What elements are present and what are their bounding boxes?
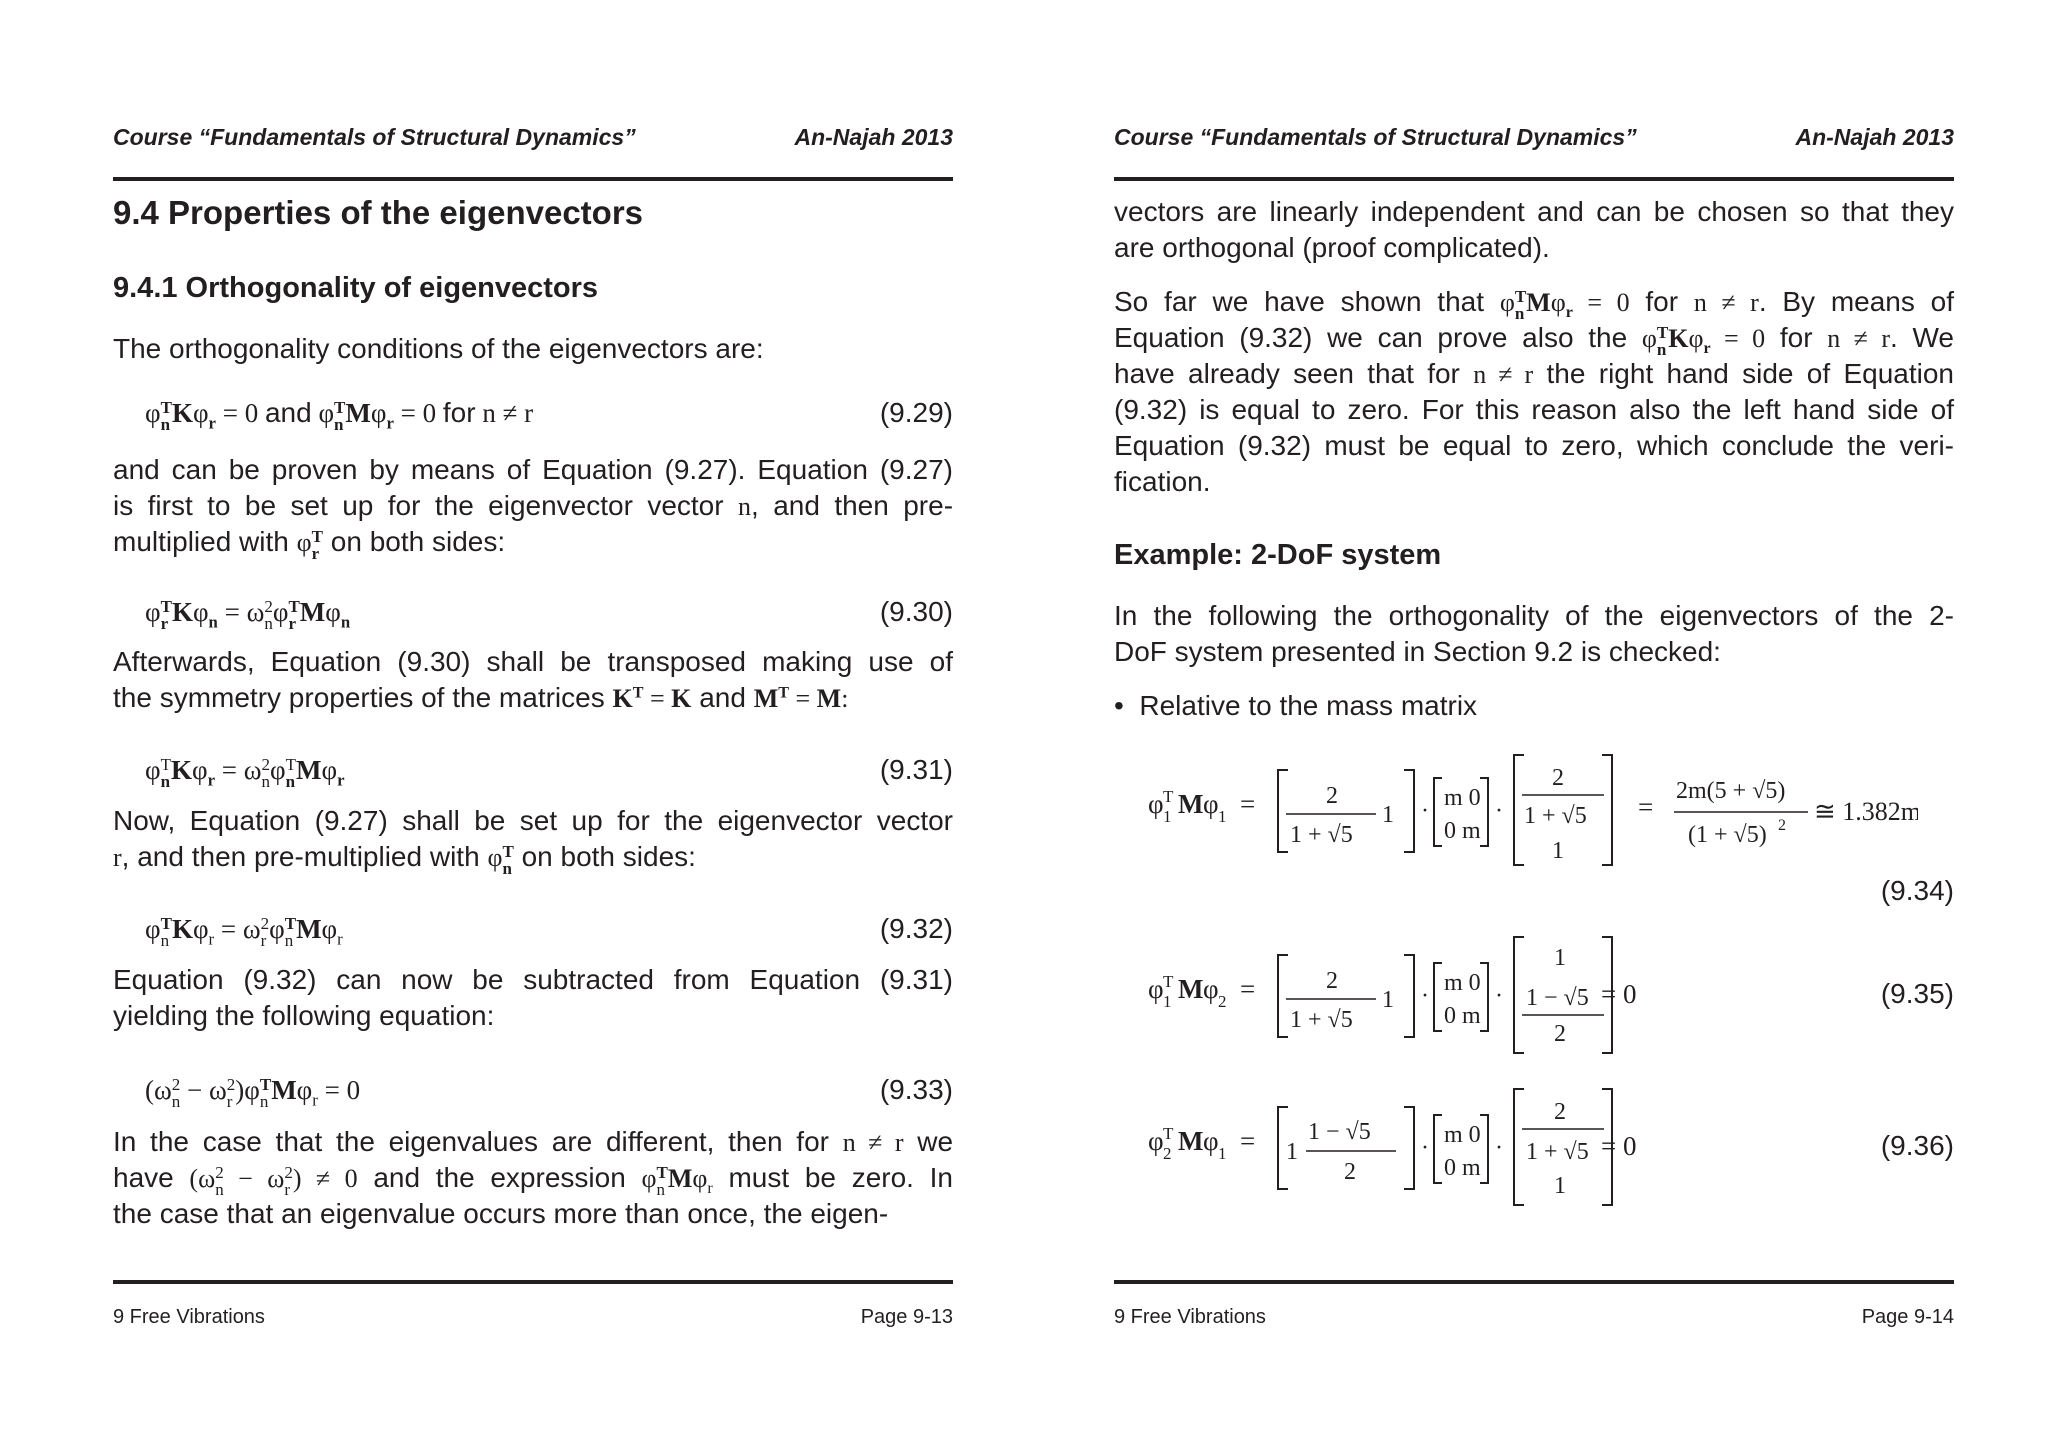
paragraph-line: the case that an eigenvalue occurs more than once, the eigen-: [113, 1198, 889, 1229]
svg-text:2: 2: [1554, 1099, 1566, 1125]
svg-text:2: 2: [1344, 1159, 1356, 1185]
equation-9-36-result: [1601, 1127, 1681, 1172]
equation-number: (9.31): [879, 754, 953, 785]
svg-text:1: 1: [1554, 945, 1566, 971]
svg-text:M: M: [1178, 1126, 1204, 1156]
paragraph-line: In the case that the eigenvalues are different, then for n ≠ r we: [113, 1126, 954, 1157]
svg-text:1: 1: [1163, 992, 1172, 1011]
paragraph-line: Now, Equation (9.27) shall be set up for the eigenvector vector: [113, 805, 953, 836]
svg-text:2: 2: [1326, 968, 1338, 994]
course-title: Course “Fundamentals of Structural Dynamics”: [113, 124, 636, 150]
equation-number: (9.36): [1880, 1130, 1954, 1161]
equation-formula: φ T r $K\varphi_n = \omega$ 2 n φ T r $M\varphi_n$: [145, 596, 351, 633]
paragraph-line: Equation (9.32) must be equal to zero, which conclude the veri-: [1114, 430, 1954, 461]
svg-text:1: 1: [1218, 807, 1227, 826]
svg-text:1: 1: [1382, 802, 1394, 828]
svg-text:1 − √5: 1 − √5: [1526, 985, 1589, 1011]
svg-text:·: ·: [1495, 983, 1503, 1009]
svg-text:m 0: m 0: [1444, 785, 1481, 811]
equation-number: (9.34): [1880, 875, 1954, 906]
bullet-text: Relative to the mass matrix: [1139, 690, 1478, 721]
equation-9-34: [1148, 750, 1918, 885]
equation-9-34-formula: [1148, 750, 1918, 880]
svg-text:=: =: [1638, 792, 1654, 822]
footer-rule: [1114, 1280, 1954, 1284]
paragraph-line: and can be proven by means of Equation (9.27). Equation (9.27): [113, 454, 953, 485]
svg-text:1: 1: [1286, 1139, 1298, 1165]
equation-number: (9.32): [879, 913, 953, 944]
svg-text:= 0: = 0: [1601, 979, 1637, 1009]
equation-9-36: [1148, 1087, 1618, 1218]
svg-text:(1 + √5): (1 + √5): [1688, 822, 1767, 848]
svg-text:=: =: [1240, 789, 1256, 819]
section-title: 9.4 Properties of the eigenvectors: [113, 194, 644, 231]
equation-9-35-result: [1601, 975, 1681, 1020]
bullet-icon: •: [1114, 690, 1124, 721]
equation-number: (9.29): [879, 397, 953, 428]
svg-text:2: 2: [1326, 783, 1338, 809]
paragraph-line: So far we have shown that φ T n $M\varphi_r = 0$ for n ≠ r. By means of: [1114, 286, 1955, 324]
svg-text:1: 1: [1552, 838, 1564, 864]
equation-number: (9.33): [879, 1074, 953, 1105]
paragraph-line: the symmetry properties of the matrices $K^T = K$ and $M^T = M$:: [113, 682, 849, 713]
equation-formula: φ T n $K\varphi_r = \omega$ 2 n φ T n $M\varphi_r$: [145, 754, 345, 791]
paragraph-line: Equation (9.32) we can prove also the φ T n $K\varphi_r = 0$ for n ≠ r. We: [1114, 322, 1954, 360]
equation-result: ≅ 1.382m: [1814, 797, 1918, 826]
footer-rule: [113, 1280, 953, 1284]
equation-formula: φ T n $K\varphi_r = \omega$ 2 r φ T n $M\varphi_r$: [145, 913, 343, 950]
equation-9-30: [113, 587, 953, 637]
svg-text:m 0: m 0: [1444, 1122, 1481, 1148]
svg-text:1: 1: [1218, 1144, 1227, 1163]
footer-chapter: 9 Free Vibrations: [1114, 1306, 1266, 1328]
svg-text:0 m: 0 m: [1444, 1155, 1481, 1181]
page-number: Page 9-14: [1861, 1306, 1954, 1328]
svg-text:2: 2: [1552, 765, 1564, 791]
header-rule: [1114, 177, 1954, 181]
paragraph-line: vectors are linearly independent and can be chosen so that they: [1114, 196, 1954, 227]
equation-9-32: [113, 904, 953, 954]
page-header: [113, 124, 953, 158]
svg-text:·: ·: [1495, 798, 1503, 824]
svg-text:T: T: [1163, 787, 1174, 806]
svg-text:0 m: 0 m: [1444, 818, 1481, 844]
svg-text:1: 1: [1554, 1173, 1566, 1199]
svg-text:2: 2: [1554, 1021, 1566, 1047]
svg-text:1 + √5: 1 + √5: [1524, 803, 1587, 829]
svg-text:2: 2: [1778, 817, 1786, 834]
svg-text:M: M: [1178, 789, 1204, 819]
equation-formula: (ω 2 n − ω 2 r )φ T n $M\varphi_r = 0$: [145, 1074, 361, 1111]
paragraph-line: DoF system presented in Section 9.2 is checked:: [1114, 636, 1721, 667]
page-number: Page 9-13: [860, 1306, 953, 1328]
svg-text:T: T: [1163, 1124, 1174, 1143]
svg-text:0 m: 0 m: [1444, 1003, 1481, 1029]
example-title: Example: 2-DoF system: [1114, 539, 1442, 571]
equation-number: (9.30): [879, 596, 953, 627]
svg-text:φ: φ: [1148, 974, 1164, 1004]
equation-9-35-formula: [1148, 935, 1618, 1061]
svg-text:·: ·: [1421, 798, 1429, 824]
svg-text:φ: φ: [1148, 1126, 1164, 1156]
svg-text:T: T: [1163, 972, 1174, 991]
svg-text:1 + √5: 1 + √5: [1290, 1007, 1353, 1033]
equation-9-35: [1148, 935, 1618, 1066]
paragraph-line: Afterwards, Equation (9.30) shall be transposed making use of: [113, 646, 953, 677]
equation-number: (9.35): [1880, 978, 1954, 1009]
equation-9-29: [113, 388, 953, 438]
header-place: An-Najah 2013: [794, 124, 953, 150]
equation-9-36-formula: [1148, 1087, 1618, 1213]
svg-text:·: ·: [1495, 1135, 1503, 1161]
svg-text:M: M: [1178, 974, 1204, 1004]
intro-paragraph: The orthogonality conditions of the eigenvectors are:: [113, 333, 764, 364]
footer-chapter: 9 Free Vibrations: [113, 1306, 265, 1328]
svg-text:1: 1: [1163, 807, 1172, 826]
svg-text:2: 2: [1218, 992, 1227, 1011]
svg-text:m 0: m 0: [1444, 970, 1481, 996]
paragraph-line: yielding the following equation:: [113, 1000, 495, 1031]
header-rule: [113, 177, 953, 181]
subsection-title: 9.4.1 Orthogonality of eigenvectors: [113, 272, 599, 304]
svg-text:·: ·: [1421, 983, 1429, 1009]
course-title: Course “Fundamentals of Structural Dynamics”: [1114, 124, 1637, 150]
svg-text:1 + √5: 1 + √5: [1526, 1139, 1589, 1165]
svg-text:φ: φ: [1148, 789, 1164, 819]
paragraph-line: have already seen that for n ≠ r the right hand side of Equation: [1114, 358, 1954, 389]
paragraph-line: is first to be set up for the eigenvector vector n, and then pre-: [113, 490, 954, 521]
svg-text:=: =: [1240, 974, 1256, 1004]
bullet-item: [1114, 688, 1477, 724]
equation-9-33: [113, 1065, 953, 1115]
paragraph-line: have (ω 2 n − ω 2 r ) ≠ 0 and the expression φ T n $M\varphi_r$ must be zero. In: [113, 1162, 953, 1200]
paragraph-line: are orthogonal (proof complicated).: [1114, 232, 1550, 263]
svg-text:φ: φ: [1203, 974, 1219, 1004]
svg-text:φ: φ: [1203, 1126, 1219, 1156]
paragraph-line: multiplied with φ T r on both sides:: [113, 526, 506, 564]
equation-9-31: [113, 745, 953, 795]
paragraph-line: Equation (9.32) can now be subtracted from Equation (9.31): [113, 964, 953, 995]
svg-text:1 + √5: 1 + √5: [1290, 822, 1353, 848]
paragraph-line: r, and then pre-multiplied with φ T n on both sides:: [113, 841, 696, 879]
svg-text:φ: φ: [1203, 789, 1219, 819]
paragraph-line: fication.: [1114, 466, 1211, 497]
page-header: [1114, 124, 1954, 158]
svg-text:1: 1: [1382, 987, 1394, 1013]
svg-text:= 0: = 0: [1601, 1131, 1637, 1161]
paragraph-line: (9.32) is equal to zero. For this reason also the left hand side of: [1114, 394, 1954, 425]
svg-text:2m(5 + √5): 2m(5 + √5): [1676, 778, 1786, 804]
paragraph-line: In the following the orthogonality of the eigenvectors of the 2-: [1114, 600, 1954, 631]
equation-formula: φ T n $K\varphi_r = 0$ and φ T n $M\varphi_r = 0$ for n ≠ r: [145, 397, 534, 434]
svg-text:2: 2: [1163, 1144, 1172, 1163]
svg-text:=: =: [1240, 1126, 1256, 1156]
svg-text:1 − √5: 1 − √5: [1308, 1119, 1371, 1145]
header-place: An-Najah 2013: [1795, 124, 1954, 150]
svg-text:·: ·: [1421, 1135, 1429, 1161]
